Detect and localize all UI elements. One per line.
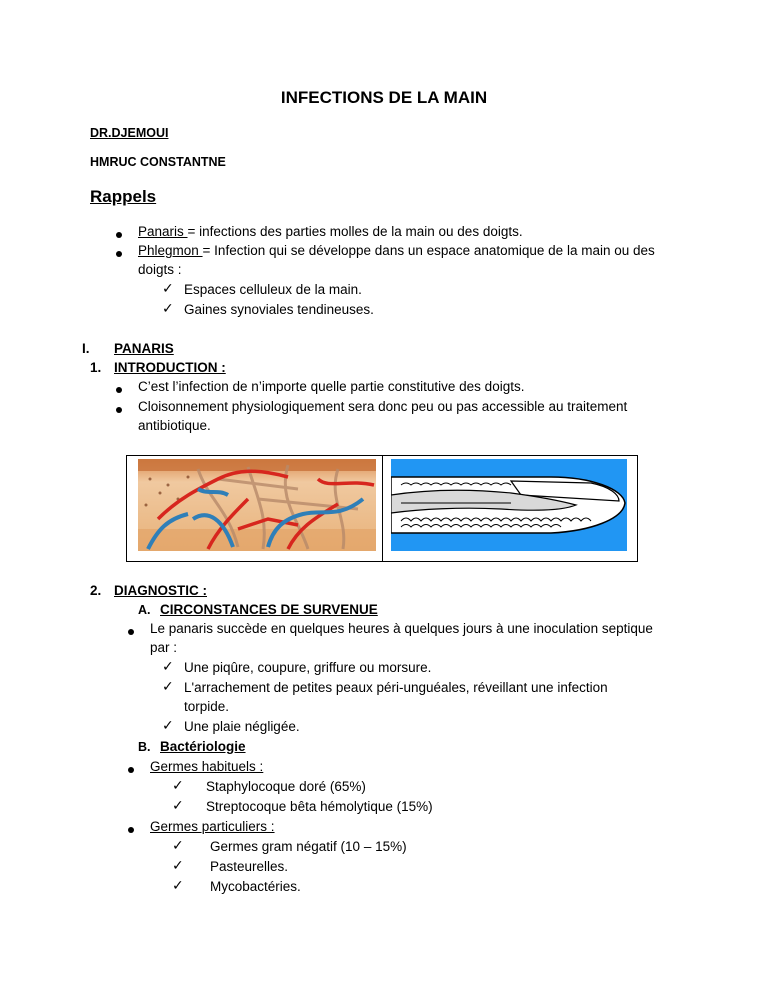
germ-item: Pasteurelles. (210, 859, 289, 874)
germ-item: Mycobactéries. (210, 879, 301, 894)
subsection-letter: B. (138, 740, 151, 754)
phlegmon-definition-cont: doigts : (138, 262, 182, 277)
section-numeral: I. (82, 341, 90, 356)
check-mark-icon: ✓ (172, 878, 184, 894)
subsection-number: 2. (90, 583, 102, 598)
intro-bullet-cont: antibiotique. (138, 418, 211, 433)
circonstances-bullet-cont: par : (150, 640, 178, 655)
check-item: Une plaie négligée. (184, 719, 300, 734)
rappels-heading: Rappels (90, 187, 157, 206)
germ-item: Germes gram négatif (10 – 15%) (210, 839, 407, 854)
check-mark-icon: ✓ (162, 301, 174, 317)
subsection-number: 1. (90, 360, 102, 375)
panaris-term: Panaris (138, 224, 188, 239)
bullet-dot-icon (128, 629, 134, 635)
intro-bullet: C’est l’infection de n’importe quelle partie constitutive des doigts. (138, 379, 525, 394)
check-mark-icon: ✓ (162, 281, 174, 297)
bullet-dot-icon (116, 251, 122, 257)
phlegmon-term: Phlegmon (138, 243, 203, 258)
circonstances-bullet: Le panaris succède en quelques heures à quelques jours à une inoculation septique (150, 621, 653, 636)
subsection-letter: A. (138, 603, 151, 617)
check-mark-icon: ✓ (172, 838, 184, 854)
bullet-dot-icon (116, 232, 122, 238)
check-mark-icon: ✓ (162, 679, 174, 695)
circonstances-heading: CIRCONSTANCES DE SURVENUE (160, 602, 378, 617)
check-item: Une piqûre, coupure, griffure ou morsure. (184, 660, 432, 675)
check-mark-icon: ✓ (162, 718, 174, 734)
page-title: INFECTIONS DE LA MAIN (280, 88, 488, 107)
section-heading-panaris: PANARIS (114, 341, 174, 356)
finger-section-illustration (391, 459, 627, 551)
rappel-panaris (138, 224, 523, 239)
skin-vessels-illustration (138, 459, 376, 551)
intro-bullet: Cloisonnement physiologiquement sera donc peu ou pas accessible au traitement (138, 399, 628, 414)
diagnostic-heading: DIAGNOSTIC : (114, 583, 207, 598)
bullet-dot-icon (128, 767, 134, 773)
rappel-phlegmon (138, 243, 655, 258)
bacteriologie-heading: Bactériologie (160, 739, 246, 754)
germ-item: Streptocoque bêta hémolytique (15%) (206, 799, 433, 814)
check-mark-icon: ✓ (172, 858, 184, 874)
check-item: L'arrachement de petites peaux péri-unguéales, réveillant une infection (184, 680, 608, 695)
check-mark-icon: ✓ (172, 778, 184, 794)
germes-habituels-label: Germes habituels : (150, 759, 264, 774)
check-item-cont: torpide. (184, 699, 230, 714)
check-mark-icon: ✓ (162, 659, 174, 675)
germ-item: Staphylocoque doré (65%) (206, 779, 366, 794)
figure-divider (382, 455, 383, 562)
author-name: DR.DJEMOUI (90, 126, 169, 140)
introduction-heading: INTRODUCTION : (114, 360, 226, 375)
germes-particuliers-label: Germes particuliers : (150, 819, 275, 834)
institution-name: HMRUC CONSTANTNE (90, 155, 226, 169)
check-item: Gaines synoviales tendineuses. (184, 302, 374, 317)
bullet-dot-icon (116, 387, 122, 393)
bullet-dot-icon (116, 407, 122, 413)
check-mark-icon: ✓ (172, 798, 184, 814)
bullet-dot-icon (128, 827, 134, 833)
check-item: Espaces celluleux de la main. (184, 282, 362, 297)
panaris-definition: = infections des parties molles de la main ou des doigts. (187, 224, 523, 239)
phlegmon-definition: = Infection qui se développe dans un espace anatomique de la main ou des (202, 243, 655, 258)
